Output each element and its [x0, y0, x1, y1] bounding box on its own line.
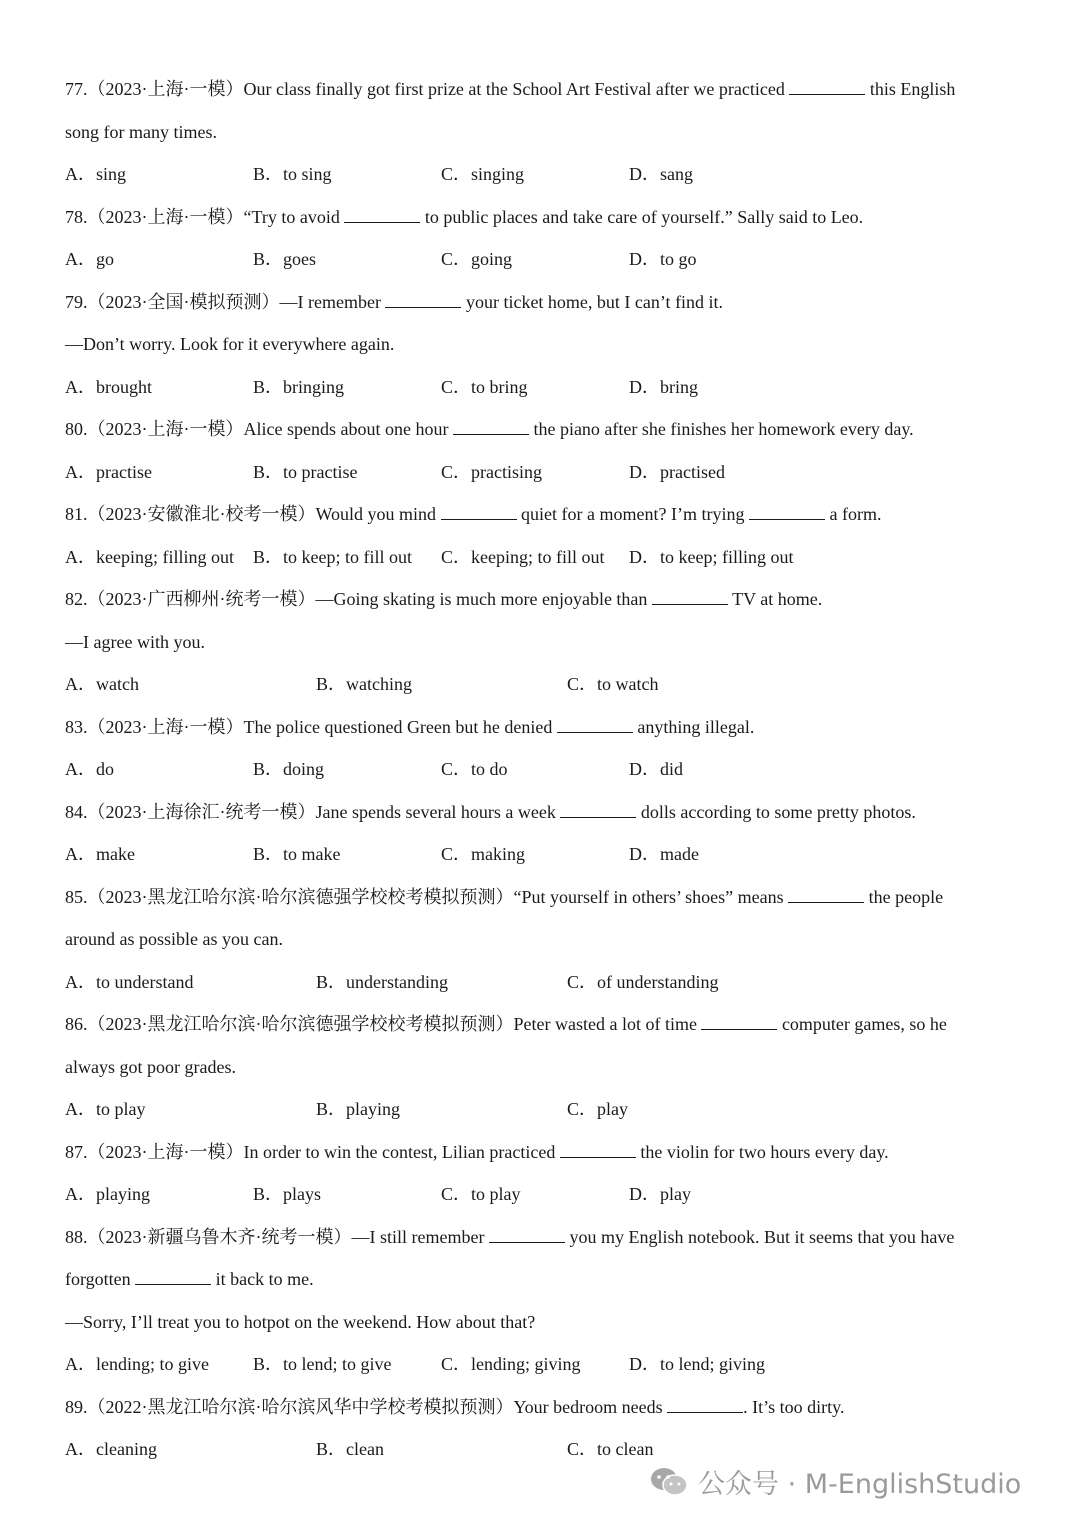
answer-options: [65, 451, 1025, 494]
question-item: [65, 408, 1025, 493]
question-list: [65, 68, 1025, 1471]
question-item: [65, 196, 1025, 281]
answer-option: B．to sing: [253, 164, 332, 184]
answer-option: B．doing: [253, 759, 325, 779]
answer-option: A．brought: [65, 376, 152, 397]
question-stem: [65, 196, 1025, 239]
question-item: [65, 578, 1025, 706]
answer-blank: [560, 1143, 636, 1158]
question-item: [65, 706, 1025, 791]
question-stem: [65, 281, 1025, 324]
question-text: 89.（2022·黑龙江哈尔滨·哈尔滨风华中学校考模拟预测）Your bedroom needs: [65, 1396, 668, 1417]
question-text: the piano after she finishes her homework every day.: [528, 419, 914, 439]
question-text: —Sorry, I’ll treat you to hotpot on the weekend. How about that?: [65, 1311, 536, 1332]
question-item: [65, 876, 1025, 1004]
question-text: 86.（2023·黑龙江哈尔滨·哈尔滨德强学校校考模拟预测）Peter wasted a lot of time: [65, 1014, 702, 1034]
question-text: 78.（2023·上海·一模）“Try to avoid: [65, 206, 345, 227]
question-text: quiet for a moment? I’m trying: [516, 504, 749, 524]
answer-option: B．to lend; to give: [253, 1354, 392, 1374]
question-text: it back to me.: [211, 1269, 314, 1289]
answer-blank: [441, 505, 517, 520]
answer-options: [65, 1343, 1025, 1386]
question-item: [65, 1003, 1025, 1131]
answer-blank: [652, 590, 728, 605]
question-text: 83.（2023·上海·一模）The police questioned Green but he denied: [65, 716, 557, 737]
question-text: song for many times.: [65, 121, 217, 142]
answer-option: A．watch: [65, 674, 139, 694]
question-line: [65, 1046, 1025, 1089]
question-text: this English: [865, 79, 956, 99]
answer-blank: [453, 420, 529, 435]
question-text: computer games, so he: [777, 1014, 947, 1034]
question-text: 88.（2023·新疆乌鲁木齐·统考一模）—I still remember: [65, 1226, 489, 1247]
question-text: 87.（2023·上海·一模）In order to win the contest, Lilian practiced: [65, 1141, 560, 1162]
answer-option: D．sang: [629, 164, 693, 184]
answer-blank: [135, 1270, 211, 1285]
answer-option: C．to play: [441, 1184, 521, 1204]
question-item: [65, 281, 1025, 409]
question-text: your ticket home, but I can’t find it.: [461, 291, 724, 312]
answer-option: A．make: [65, 844, 135, 864]
question-stem: [65, 1131, 1025, 1174]
answer-options: [65, 833, 1025, 876]
answer-option: A．to play: [65, 1099, 146, 1119]
watermark-text: 公众号 · M-EnglishStudio: [698, 1469, 1022, 1500]
question-stem: [65, 1003, 1025, 1046]
question-text: 85.（2023·黑龙江哈尔滨·哈尔滨德强学校校考模拟预测）“Put yourself in others’ shoes” means: [65, 886, 789, 907]
question-stem: [65, 791, 1025, 834]
answer-option: D．made: [629, 844, 699, 864]
question-text: forgotten: [65, 1269, 136, 1289]
answer-options: [65, 663, 1025, 706]
question-stem: [65, 1216, 1025, 1259]
answer-option: C．keeping; to fill out: [441, 546, 605, 567]
question-stem: [65, 493, 1025, 536]
answer-option: B．plays: [253, 1184, 322, 1204]
question-item: [65, 493, 1025, 578]
question-stem: [65, 578, 1025, 621]
answer-option: B．to make: [253, 844, 341, 864]
answer-option: A．do: [65, 759, 114, 779]
question-text: —Don’t worry. Look for it everywhere again.: [65, 334, 395, 354]
answer-options: [65, 536, 1025, 579]
answer-options: [65, 153, 1025, 196]
answer-option: B．bringing: [253, 376, 345, 397]
answer-option: C．singing: [441, 164, 525, 184]
answer-option: B．to keep; to fill out: [253, 546, 412, 567]
answer-option: B．clean: [316, 1439, 384, 1459]
answer-options: [65, 961, 1025, 1004]
answer-blank: [701, 1015, 777, 1030]
answer-options: [65, 366, 1025, 409]
answer-option: A．cleaning: [65, 1439, 157, 1459]
question-text: 84.（2023·上海徐汇·统考一模）Jane spends several hours a week: [65, 801, 561, 822]
answer-option: D．to go: [629, 249, 697, 269]
question-text: the people: [864, 886, 944, 907]
question-line: [65, 323, 1025, 366]
answer-option: B．goes: [253, 249, 316, 269]
answer-option: C．going: [441, 249, 513, 269]
question-text: . It’s too dirty.: [743, 1396, 845, 1417]
answer-options: [65, 238, 1025, 281]
answer-option: C．to clean: [567, 1439, 654, 1459]
answer-option: C．of understanding: [567, 971, 719, 992]
question-text: dolls according to some pretty photos.: [636, 801, 916, 822]
question-text: 79.（2023·全国·模拟预测）—I remember: [65, 291, 386, 312]
question-text: you my English notebook. But it seems that you have: [564, 1226, 955, 1247]
answer-option: D．did: [629, 759, 683, 779]
question-text: anything illegal.: [632, 716, 755, 737]
watermark: [650, 1462, 1021, 1501]
answer-option: D．play: [629, 1184, 691, 1204]
question-text: 77.（2023·上海·一模）Our class finally got first prize at the School Art Festival after we practiced: [65, 79, 790, 99]
answer-option: C．to watch: [567, 674, 659, 694]
answer-option: B．understanding: [316, 971, 448, 992]
question-text: a form.: [824, 504, 882, 524]
question-text: the violin for two hours every day.: [635, 1141, 889, 1162]
question-stem: [65, 1386, 1025, 1429]
question-stem: [65, 68, 1025, 111]
question-line: [65, 918, 1025, 961]
answer-option: B．watching: [316, 674, 412, 694]
answer-blank: [385, 293, 461, 308]
question-item: [65, 791, 1025, 876]
answer-option: B．playing: [316, 1099, 400, 1119]
answer-option: C．play: [567, 1099, 628, 1119]
question-text: 80.（2023·上海·一模）Alice spends about one hour: [65, 419, 453, 439]
answer-blank: [788, 888, 864, 903]
answer-option: A．go: [65, 249, 114, 269]
answer-options: [65, 1088, 1025, 1131]
question-text: 81.（2023·安徽淮北·校考一模）Would you mind: [65, 504, 441, 524]
question-item: [65, 68, 1025, 196]
question-text: always got poor grades.: [65, 1056, 236, 1077]
question-text: —I agree with you.: [65, 631, 205, 652]
answer-option: C．making: [441, 844, 525, 864]
answer-blank: [489, 1228, 565, 1243]
answer-option: D．bring: [629, 376, 698, 397]
answer-option: B．to practise: [253, 461, 358, 482]
question-text: TV at home.: [727, 589, 823, 609]
answer-options: [65, 748, 1025, 791]
answer-option: D．practised: [629, 461, 725, 482]
question-text: 82.（2023·广西柳州·统考一模）—Going skating is much more enjoyable than: [65, 589, 652, 609]
question-line: [65, 111, 1025, 154]
question-line: [65, 621, 1025, 664]
question-item: [65, 1131, 1025, 1216]
answer-option: A．keeping; filling out: [65, 546, 234, 567]
question-line: [65, 1258, 1025, 1301]
question-stem: [65, 876, 1025, 919]
answer-option: C．lending; giving: [441, 1354, 581, 1374]
answer-option: A．sing: [65, 164, 127, 184]
answer-option: A．practise: [65, 461, 152, 482]
answer-blank: [344, 208, 420, 223]
question-text: to public places and take care of yourself.” Sally said to Leo.: [420, 206, 864, 227]
answer-option: C．to bring: [441, 376, 528, 397]
question-line: [65, 1301, 1025, 1344]
answer-option: D．to keep; filling out: [629, 546, 794, 567]
answer-options: [65, 1173, 1025, 1216]
question-item: [65, 1216, 1025, 1386]
question-stem: [65, 408, 1025, 451]
answer-option: C．to do: [441, 759, 508, 779]
answer-blank: [560, 803, 636, 818]
question-text: around as possible as you can.: [65, 929, 283, 949]
answer-blank: [667, 1398, 743, 1413]
answer-option: D．to lend; giving: [629, 1354, 765, 1374]
answer-blank: [789, 80, 865, 95]
answer-blank: [749, 505, 825, 520]
answer-blank: [557, 718, 633, 733]
answer-option: A．to understand: [65, 971, 194, 992]
answer-option: A．lending; to give: [65, 1354, 209, 1374]
question-item: [65, 1386, 1025, 1471]
wechat-icon: [650, 1466, 688, 1498]
question-stem: [65, 706, 1025, 749]
answer-option: C．practising: [441, 461, 542, 482]
answer-option: A．playing: [65, 1184, 150, 1204]
